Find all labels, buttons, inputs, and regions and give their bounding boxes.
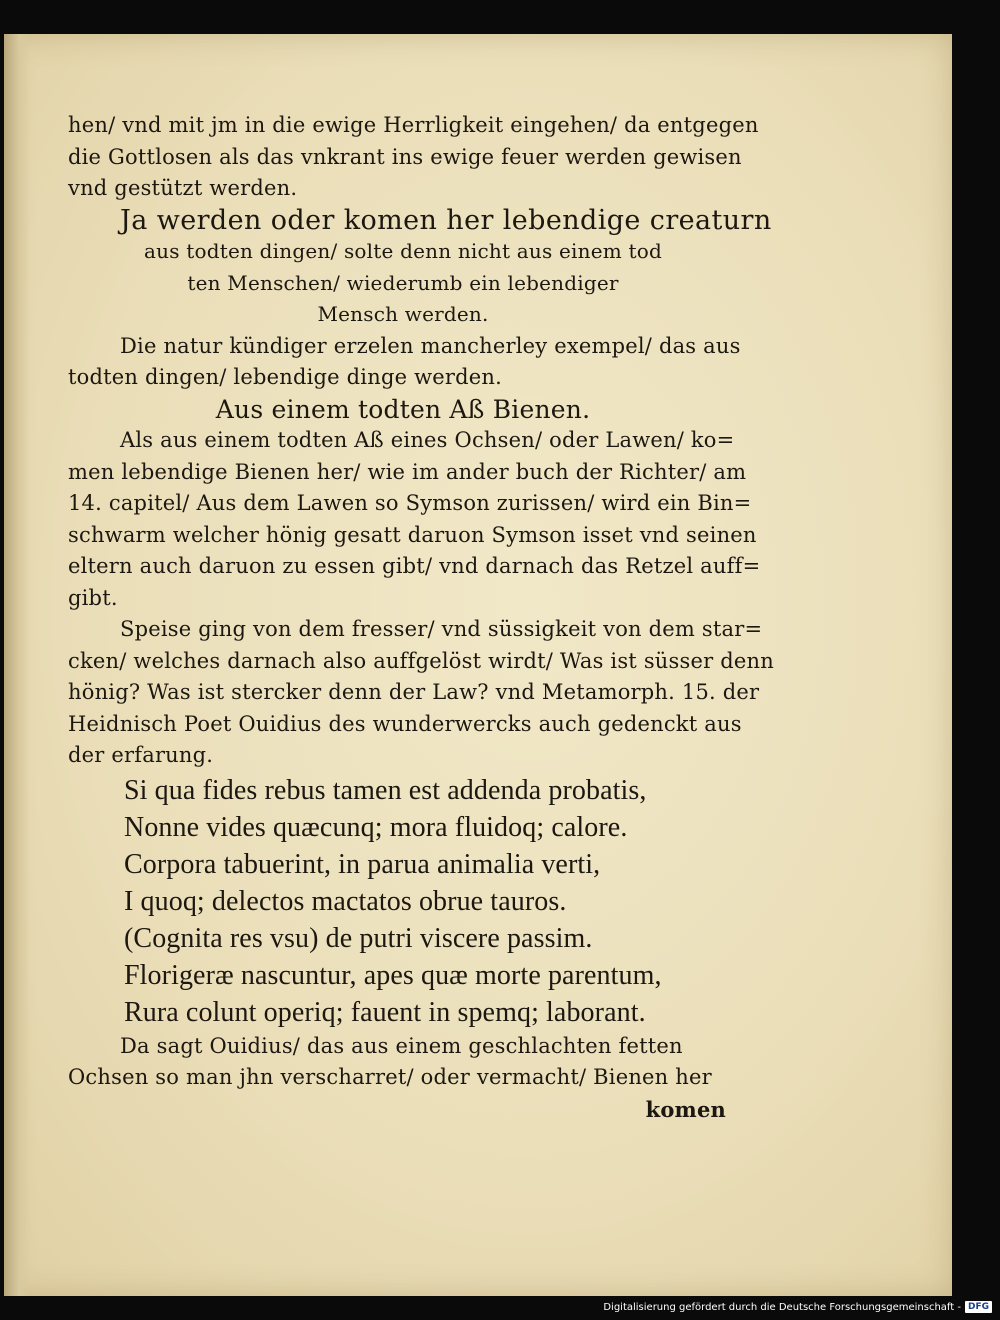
heading-line: aus todten dingen/ solte denn nicht aus einem tod <box>144 239 662 263</box>
heading-line: Ja werden oder komen her lebendige creaturn <box>120 204 772 236</box>
latin-verse-line: Corpora tabuerint, in parua animalia verti, <box>124 848 601 880</box>
latin-verse-line: Si qua fides rebus tamen est addenda probatis, <box>124 774 647 806</box>
body-line: todten dingen/ lebendige dinge werden. <box>68 365 503 389</box>
body-line: men lebendige Bienen her/ wie im ander buch der Richter/ am <box>68 459 747 484</box>
catchword: komen <box>645 1096 726 1122</box>
body-line: 14. capitel/ Aus dem Lawen so Symson zurissen/ wird ein Bin= <box>68 491 752 515</box>
latin-verse-line: Florigeræ nascuntur, apes quæ morte parentum, <box>124 959 662 991</box>
body-line: Da sagt Ouidius/ das aus einem geschlachten fetten <box>120 1033 683 1058</box>
page-text <box>68 110 774 1125</box>
body-line: schwarm welcher hönig gesatt daruon Symson isset vnd seinen <box>68 522 757 547</box>
subheading: Aus einem todten Aß Bienen. <box>215 394 591 424</box>
body-line: die Gottlosen als das vnkrant ins ewige feuer werden gewisen <box>68 144 742 169</box>
body-line: vnd gestützt werden. <box>68 176 298 200</box>
latin-verse-line: (Cognita res vsu) de putri viscere passim. <box>124 922 593 954</box>
dfg-logo[interactable]: DFG <box>965 1301 992 1313</box>
body-line: hönig? Was ist stercker denn der Law? vnd Metamorph. 15. der <box>68 680 760 704</box>
footer-text: Digitalisierung gefördert durch die Deutsche Forschungsgemeinschaft - <box>603 1301 961 1313</box>
body-line: Speise ging von dem fresser/ vnd süssigkeit von dem star= <box>120 617 763 641</box>
body-line: eltern auch daruon zu essen gibt/ vnd darnach das Retzel auff= <box>68 554 761 578</box>
body-line: Die natur kündiger erzelen mancherley exempel/ das aus <box>120 333 741 358</box>
body-line: Ochsen so man jhn verscharret/ oder vermacht/ Bienen her <box>68 1065 712 1089</box>
footer-credit <box>603 1300 992 1314</box>
body-line: cken/ welches darnach also auffgelöst wirdt/ Was ist süsser denn <box>68 648 774 673</box>
body-line: der erfarung. <box>68 743 214 767</box>
heading-line: Mensch werden. <box>317 302 489 326</box>
latin-verse-line: I quoq; delectos mactatos obrue tauros. <box>124 885 567 917</box>
latin-verse-line: Nonne vides quæcunq; mora fluidoq; calore. <box>124 811 628 843</box>
page-spine-shadow <box>4 34 30 1296</box>
body-line: Als aus einem todten Aß eines Ochsen/ oder Lawen/ ko= <box>120 428 735 452</box>
body-line: hen/ vnd mit jm in die ewige Herrligkeit eingehen/ da entgegen <box>68 113 759 137</box>
heading-line: ten Menschen/ wiederumb ein lebendiger <box>187 270 619 295</box>
latin-verse-line: Rura colunt operiq; fauent in spemq; laborant. <box>124 996 646 1028</box>
body-line: Heidnisch Poet Ouidius des wunderwercks auch gedenckt aus <box>68 711 742 736</box>
book-page <box>4 34 952 1296</box>
body-line: gibt. <box>68 585 118 610</box>
